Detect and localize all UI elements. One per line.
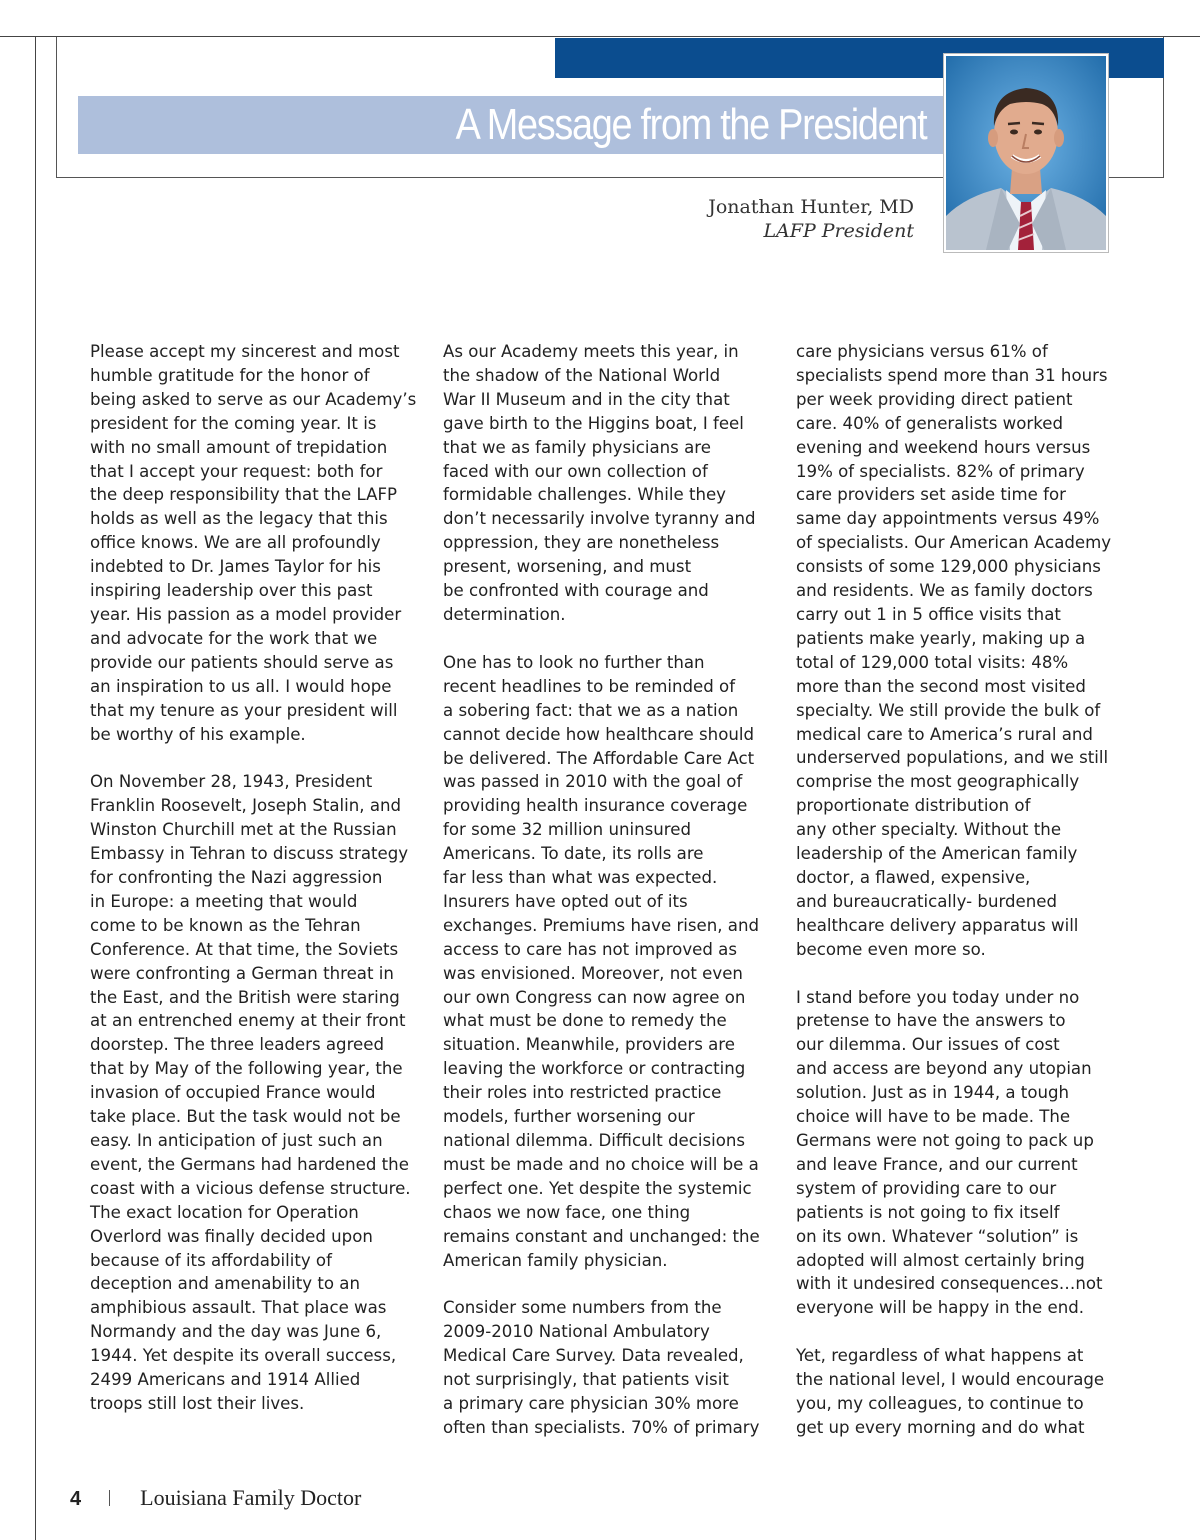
text-column-2 [443, 340, 785, 1464]
portrait-illustration [946, 56, 1106, 250]
text-column-1 [90, 340, 432, 1440]
paragraph: As our Academy meets this year, in the shadow of the National World War II Museum and in the city that gave birth to the Higgins boat, I feel that we as family physicians are faced with our own collection of formidable challenges. While they don’t necessarily involve tyranny and oppression, they are nonetheless present, worsening, and must be confronted with courage and determination. [443, 342, 756, 624]
paragraph: care physicians versus 61% of specialists spend more than 31 hours per week providing direct patient care. 40% of generalists worked evening and weekend hours versus 19% of specialists. 82% of primary care providers set aside time for same day appointments versus 49% of specialists. Our American Academy consists of some 129,000 physicians and residents. We as family doctors carry out 1 in 5 office visits that patients make yearly, making up a total of 129,000 total visits: 48% more than the second most visited specialty. We still provide the bulk of medical care to America’s rural and underserved populations, and we still comprise the most geographically proportionate distribution of any other specialty. Without the leadership of the American family doctor, a flawed, expensive, and bureaucratically- burdened healthcare delivery apparatus will become even more so. [796, 342, 1112, 959]
author-title: LAFP President [763, 220, 914, 242]
paragraph: Please accept my sincerest and most humble gratitude for the honor of being asked to serve as our Academy’s president for the coming year. It is with no small amount of trepidation that I accept your request: both for the deep responsibility that the LAFP holds as well as the legacy that this office knows. We are all profoundly indebted to Dr. James Taylor for his inspiring leadership over this past year. His passion as a model provider and advocate for the work that we provide our patients should serve as an inspiration to us all. I would hope that my tenure as your president will be worthy of his example. [90, 342, 417, 744]
paragraph: I stand before you today under no pretense to have the answers to our dilemma. Our issues of cost and access are beyond any utopian solution. Just as in 1944, a tough choice will have to be made. The Germans were not going to pack up and leave France, and our current system of providing care to our patients is not going to fix itself on its own. Whatever “solution” is adopted will almost certainly bring with it undesired consequences…not everyone will be happy in the end. [796, 987, 1103, 1318]
paragraph: One has to look no further than recent headlines to be reminded of a sobering fact: that we as a nation cannot decide how healthcare should be delivered. The Affordable Care Act was passed in 2010 with the goal of providing health insurance coverage for some 32 million uninsured Americans. To date, its rolls are far less than what was expected. Insurers have opted out of its exchanges. Premiums have risen, and access to care has not improved as was envisioned. Moreover, not even our own Congress can now agree on what must be done to remedy the situation. Meanwhile, providers are leaving the workforce or contracting their roles into restricted practice models, further worsening our national dilemma. Difficult decisions must be made and no choice will be a perfect one. Yet despite the systemic chaos we now face, one thing remains constant and unchanged: the American family physician. [443, 652, 760, 1270]
page-title: A Message from the President [455, 100, 926, 149]
president-portrait-icon [944, 54, 1108, 252]
paragraph: Yet, regardless of what happens at the national level, I would encourage you, my colleagues, to continue to get up every morning and do what [796, 1346, 1105, 1437]
text-column-3 [796, 340, 1138, 1464]
page-number: 4 [70, 1488, 82, 1510]
title-banner [78, 96, 944, 154]
author-name: Jonathan Hunter, MD [708, 196, 914, 218]
footer-divider [109, 1490, 110, 1506]
page-footer [70, 1485, 361, 1511]
paragraph: Consider some numbers from the 2009-2010 National Ambulatory Medical Care Survey. Data revealed, not surprisingly, that patients visit a primary care physician 30% more often than specialists. 70% of primary [443, 1298, 760, 1437]
paragraph: On November 28, 1943, President Franklin Roosevelt, Joseph Stalin, and Winston Churchill met at the Russian Embassy in Tehran to discuss strategy for confronting the Nazi aggression in Europe: a meeting that would come to be known as the Tehran Conference. At that time, the Soviets were confronting a German threat in the East, and the British were staring at an entrenched enemy at their front doorstep. The three leaders agreed that by May of the following year, the invasion of occupied France would take place. But the task would not be easy. In anticipation of just such an event, the Germans had hardened the coast with a vicious defense structure. The exact location for Operation Overlord was finally decided upon because of its affordability of deception and amenability to an amphibious assault. That place was Normandy and the day was June 6, 1944. Yet despite its overall success, 2499 Americans and 1914 Allied troops still lost their lives. [90, 772, 411, 1413]
left-rule [35, 36, 36, 1540]
publication-name: Louisiana Family Doctor [140, 1485, 362, 1510]
